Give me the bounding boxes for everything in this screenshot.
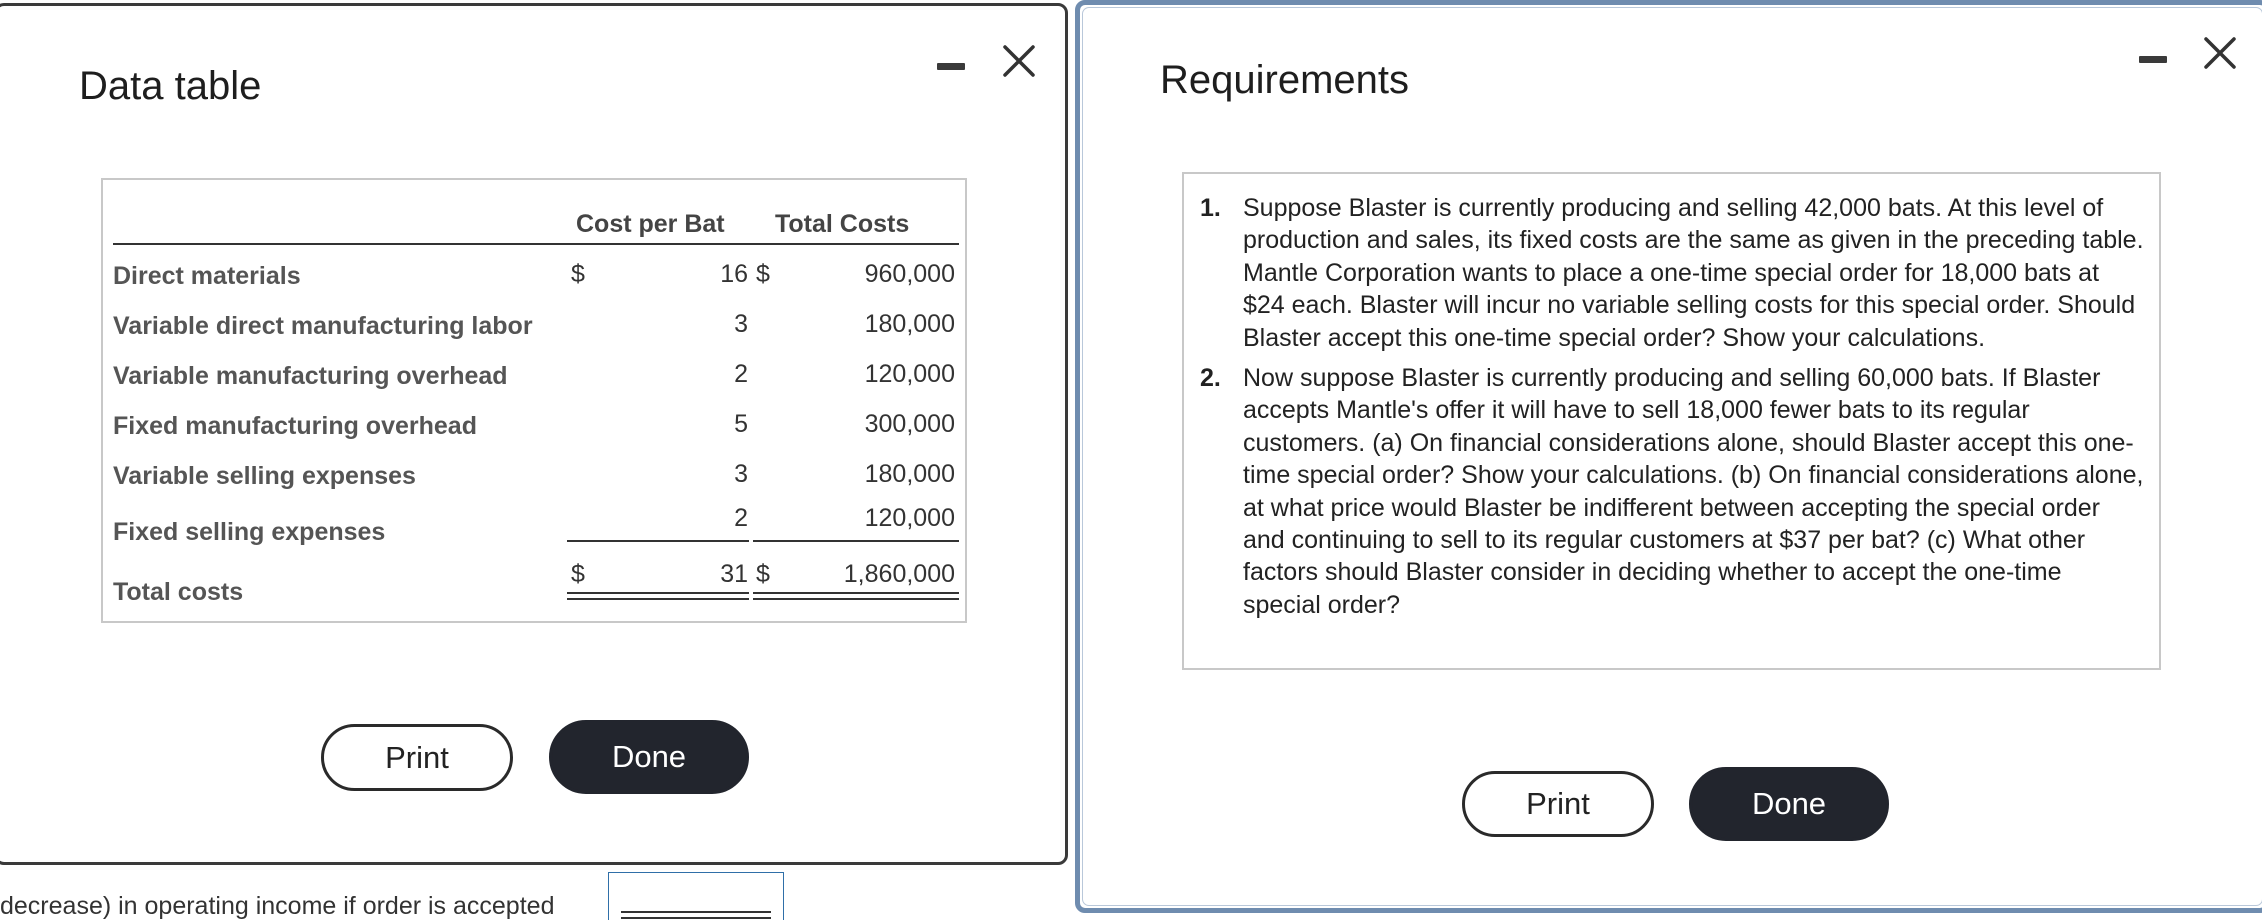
minimize-icon (2139, 56, 2167, 63)
total-cost-value: 120,000 (864, 360, 955, 388)
minimize-button[interactable] (931, 42, 975, 86)
cost-per-bat-value: 3 (734, 460, 748, 488)
print-button[interactable]: Print (321, 724, 513, 791)
total-cost-value: 960,000 (864, 260, 955, 288)
double-underline-top (621, 911, 771, 913)
cost-per-bat-value: 2 (734, 504, 748, 532)
done-button[interactable]: Done (549, 720, 749, 794)
requirement-text: Now suppose Blaster is currently producing and selling 60,000 bats. If Blaster accepts Mantle's offer it will have to sell 18,000 fewer bats to its regular customers. (a) On financial considerations alone, should Blaster accept this one-time special order? Show your calculations. (b) On financial considerations alone, at what price would Blaster be indifferent between accepting the special order and continuing to sell to its regular customers at $37 per bat? (c) What other factors should Blaster consider in deciding whether to accept the one-time special order? (1243, 364, 2144, 619)
total-cost-value: 120,000 (864, 504, 955, 532)
close-icon (2198, 31, 2242, 75)
header-rule (113, 243, 959, 245)
total-double-rule (567, 592, 749, 594)
row-label-direct-materials: Direct materials (113, 262, 301, 290)
subtotal-rule (753, 540, 959, 542)
requirement-item (1200, 362, 2145, 621)
dialog-title: Data table (79, 64, 262, 108)
cost-per-bat-value: 3 (734, 310, 748, 338)
header-cost-per-bat: Cost per Bat (576, 210, 725, 238)
requirement-number: 2. (1200, 364, 1221, 393)
cost-per-bat-total: 31 (720, 560, 748, 588)
currency-symbol: $ (571, 260, 585, 288)
total-costs-sum: 1,860,000 (843, 560, 955, 588)
requirement-item (1200, 192, 2145, 354)
row-label-variable-manufacturing-overhead: Variable manufacturing overhead (113, 362, 508, 390)
close-button[interactable] (997, 39, 1041, 83)
requirement-text: Suppose Blaster is currently producing and selling 42,000 bats. At this level of production and sales, its fixed costs are the same as given in the preceding table. Mantle Corporation wants to place a one-time special order for 18,000 bats at $24 each. Blaster will incur no variable selling costs for this special order. Should Blaster accept this one-time special order? Show your calculations. (1243, 194, 2144, 352)
double-underline-bottom (621, 917, 771, 919)
close-icon (997, 39, 1041, 83)
dialog-title: Requirements (1160, 58, 1410, 102)
currency-symbol: $ (571, 560, 585, 588)
total-double-rule (753, 598, 959, 600)
cost-per-bat-value: 5 (734, 410, 748, 438)
subtotal-rule (567, 540, 749, 542)
done-button[interactable]: Done (1689, 767, 1889, 841)
cost-per-bat-value: 16 (720, 260, 748, 288)
total-double-rule (753, 592, 959, 594)
row-label-total-costs: Total costs (113, 578, 244, 606)
cost-per-bat-value: 2 (734, 360, 748, 388)
requirements-box (1182, 172, 2161, 670)
row-label-variable-selling-expenses: Variable selling expenses (113, 462, 416, 490)
cost-table (101, 178, 967, 623)
total-cost-value: 180,000 (864, 460, 955, 488)
data-table-dialog (0, 3, 1068, 865)
requirements-list (1200, 192, 2145, 629)
currency-symbol: $ (756, 260, 770, 288)
total-cost-value: 300,000 (864, 410, 955, 438)
row-label-fixed-manufacturing-overhead: Fixed manufacturing overhead (113, 412, 477, 440)
background-question-text: decrease) in operating income if order is accepted (0, 892, 555, 920)
requirements-dialog (1075, 0, 2262, 913)
minimize-button[interactable] (2133, 35, 2177, 79)
header-total-costs: Total Costs (775, 210, 910, 238)
row-label-variable-direct-manufacturing-labor: Variable direct manufacturing labor (113, 312, 533, 340)
total-double-rule (567, 598, 749, 600)
requirement-number: 1. (1200, 194, 1221, 222)
currency-symbol: $ (756, 560, 770, 588)
close-button[interactable] (2198, 31, 2242, 75)
row-label-fixed-selling-expenses: Fixed selling expenses (113, 518, 386, 546)
background-answer-input[interactable] (608, 872, 784, 920)
total-cost-value: 180,000 (864, 310, 955, 338)
print-button[interactable]: Print (1462, 771, 1654, 837)
minimize-icon (937, 63, 965, 70)
